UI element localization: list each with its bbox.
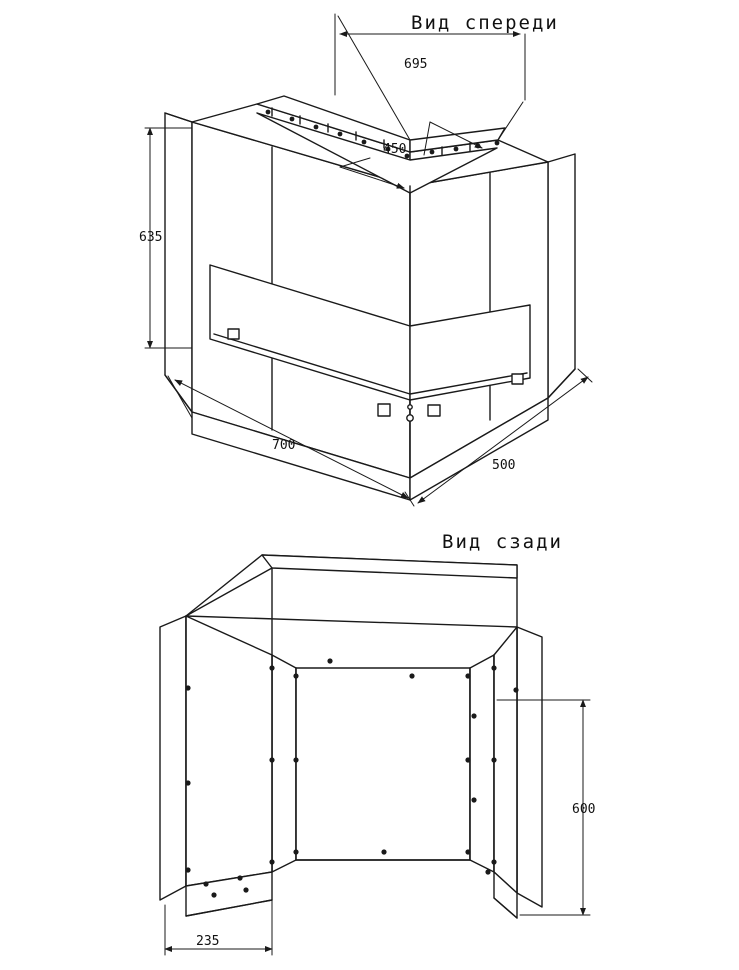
dimension-label-235: 235	[196, 934, 220, 949]
view-title-front: Вид спереди	[411, 12, 559, 34]
dimension-label-695: 695	[404, 57, 428, 72]
front-view-geometry	[165, 96, 575, 500]
dimension-label-700: 700	[272, 438, 296, 453]
dimension-label-600: 600	[572, 802, 596, 817]
view-title-back: Вид сзади	[442, 531, 563, 553]
back-view-geometry	[160, 555, 542, 918]
dimension-label-450: 450	[383, 142, 407, 157]
dimension-label-635: 635	[139, 230, 163, 245]
dimension-label-500: 500	[492, 458, 516, 473]
